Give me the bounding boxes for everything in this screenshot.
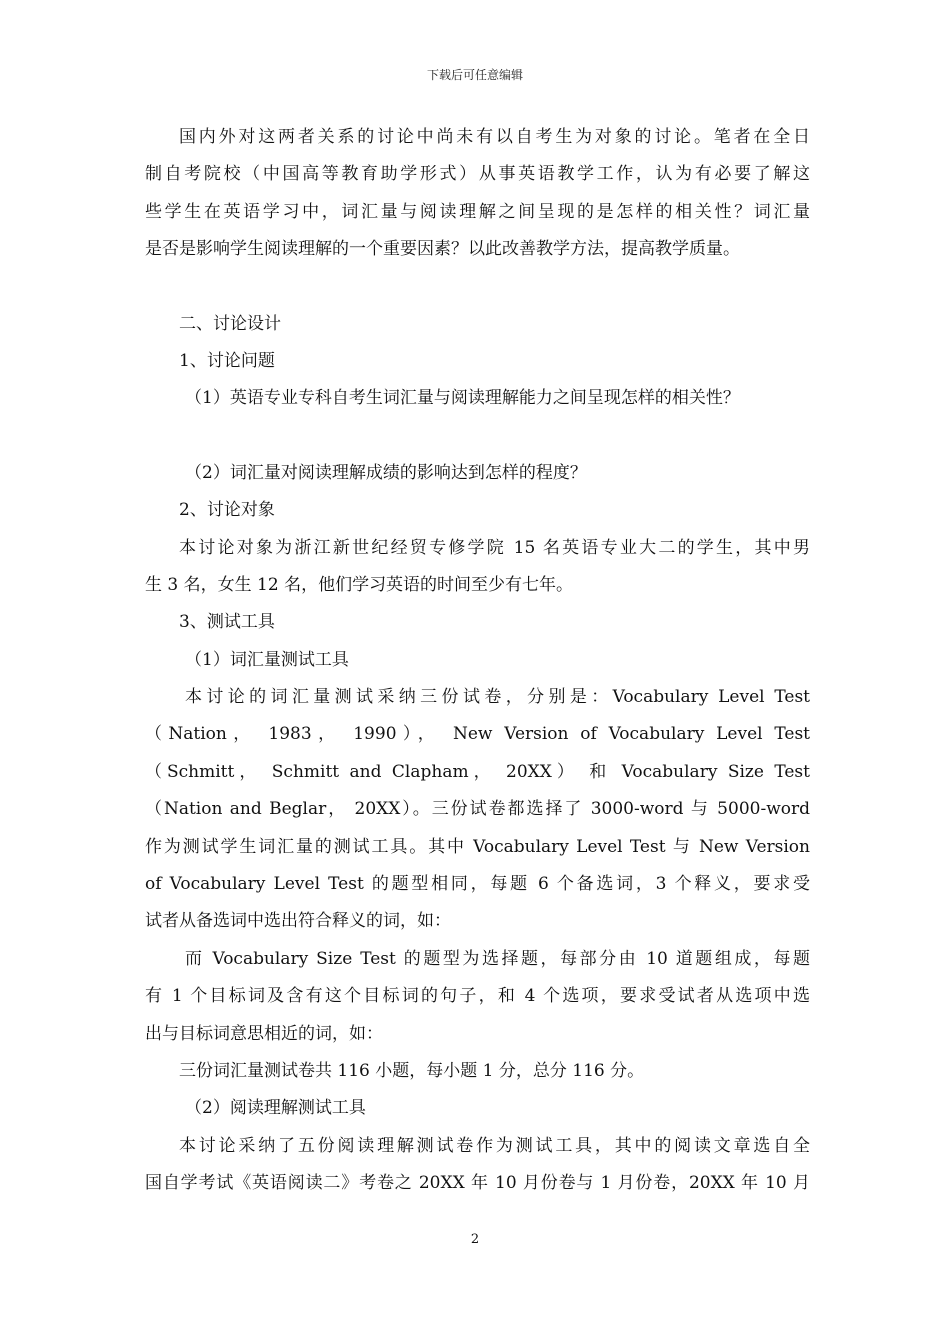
subsection-heading-tools: 3、测试工具 (179, 612, 275, 633)
para1-line-4: 是否是影响学生阅读理解的一个重要因素？以此改善教学方法，提高教学质量。 (145, 239, 740, 260)
para1-line-1: 国内外对这两者关系的讨论中尚未有以自考生为对象的讨论。笔者在全日 (179, 127, 810, 147)
vst-line-3: 出与目标词意思相近的词，如： (145, 1023, 383, 1044)
subsection-heading-subjects: 2、讨论对象 (179, 500, 275, 521)
question-1: （1）英语专业专科自考生词汇量与阅读理解能力之间呈现怎样的相关性？ (185, 388, 740, 409)
reading-line-2: 国自学考试《英语阅读二》考卷之 20XX 年 10 月份卷与 1 月份卷，20XX 年 10 月 (145, 1173, 810, 1194)
vst-line-1: 而 Vocabulary Size Test 的题型为选择题，每部分由 10 道题组成，每题 (185, 948, 810, 969)
vocab-line-2: （Nation， 1983， 1990）， New Version of Vocabulary Level Test (145, 724, 810, 745)
total-score-line: 三份词汇量测试卷共 116 小题，每小题 1 分，总分 116 分。 (179, 1060, 645, 1081)
spacer (145, 418, 810, 455)
vocab-line-5: 作为测试学生词汇量的测试工具。其中 Vocabulary Level Test 与 New Version (145, 836, 810, 857)
question-2: （2）词汇量对阅读理解成绩的影响达到怎样的程度？ (185, 462, 587, 483)
subsection-heading-questions: 1、讨论问题 (179, 350, 275, 371)
tools-sub-vocab: （1）词汇量测试工具 (185, 649, 349, 670)
vocab-line-4: （Nation and Beglar， 20XX）。三份试卷都选择了 3000-word 与 5000-word (145, 799, 810, 820)
para1-line-2: 制自考院校（中国高等教育助学形式）从事英语教学工作，认为有必要了解这 (145, 164, 810, 185)
subjects-line-1: 本讨论对象为浙江新世纪经贸专修学院 15 名英语专业大二的学生，其中男 (179, 537, 810, 558)
vocab-line-6: of Vocabulary Level Test 的题型相同，每题 6 个备选词，3 个释义，要求受 (145, 874, 810, 895)
para1-line-3: 些学生在英语学习中，词汇量与阅读理解之间呈现的是怎样的相关性？词汇量 (145, 201, 810, 222)
vocab-line-1: 本讨论的词汇量测试采纳三份试卷，分别是：Vocabulary Level Test (185, 687, 810, 708)
vocab-line-3: （Schmitt， Schmitt and Clapham， 20XX） 和 Vocabulary Size Test (145, 761, 810, 782)
spacer (145, 269, 810, 306)
subjects-line-2: 生 3 名，女生 12 名，他们学习英语的时间至少有七年。 (145, 574, 574, 595)
tools-sub-reading: （2）阅读理解测试工具 (185, 1098, 366, 1119)
document-body (145, 119, 810, 1203)
section-heading: 二、讨论设计 (179, 313, 281, 334)
reading-line-1: 本讨论采纳了五份阅读理解测试卷作为测试工具，其中的阅读文章选自全 (179, 1135, 810, 1156)
vocab-line-7: 试者从备选词中选出符合释义的词，如： (145, 911, 451, 932)
page-number: 2 (470, 1232, 480, 1247)
page-header: 下载后可任意编辑 (426, 68, 523, 82)
vst-line-2: 有 1 个目标词及含有这个目标词的句子，和 4 个选项，要求受试者从选项中选 (145, 986, 810, 1007)
